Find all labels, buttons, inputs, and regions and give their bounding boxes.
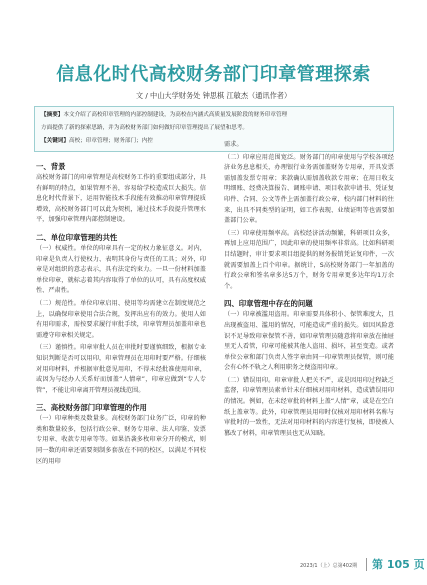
section-heading-role: 三、高校财务部门印章管理的作用 (36, 403, 147, 413)
paragraph: （一）印章被滥用盗用。印章需要具体积小、保管难度大，且出现被盗用、滥用的情况，可能造成严重的损失。如因风险意识不足导致印章保管不善，如印章管理员随意将印章放在抽屉里无人看管，印章可能被其他人盗用、损坏，甚至变造。或者单位公章和部门负责人签字章由同一印章管理员保管，则可能会有心怀不轨之人利用职务之便盗用印章。 (224, 311, 394, 372)
page-number: 第 105 页 (372, 558, 425, 571)
abstract-text-2: 方面提供了新的探索思路，并为高校财务部门如何做好印章管理提出了展望和思考。 (41, 125, 248, 131)
section-heading-background: 一、背景 (36, 162, 66, 171)
issue-info: 2023/1（上）总第402期 (300, 563, 358, 569)
paragraph: （一）权威性。单位的印章具有一定的权力象征意义。对内，印章是负责人行使权力、表明其身份与责任的工具；对外，印章是对组织的意志表示，具有法定约束力。一旦一份材料加盖单位印章，就标志着其内容取得了单位的认可，具有高度权威性、严肃性。 (36, 244, 206, 295)
abstract-tag: 【摘要】 (41, 112, 64, 118)
left-column (36, 160, 206, 469)
article-title: 信息化时代高校财务部门印章管理探索 (56, 64, 371, 85)
section-heading-commonality: 二、单位印章管理的共性 (36, 232, 118, 242)
section-heading-problems: 四、印章管理中存在的问题 (224, 299, 313, 309)
paragraph: （三）谨慎性。印章审批人员在审批时要谨慎细致，根据专业知识判断是否可以用印，印章管理员在用印时要严格。仔细核对用印材料，并根据审批意见用印，不得未经批准使用印章，或因为与经办人关系好而加盖“人情章”，印章应做到“专人专管”，不能让印章离开管理员视线范围。 (36, 344, 206, 394)
paragraph: （二）错误用印。印章审批人把关不严，或是因用印过程缺乏监督，印章管理员素单针未仔细核对用印材料，造成错误用印的情况。例如，在未经审批的材料上盖“人情”章，或是在空白纸上盖章等。此外，印章管理员用印时仅核对用印材料名称与审批时的一致性，无法对用印材料的内容进行复核，即使被人篡改了材料，印章管理员也无从知晓。 (224, 376, 394, 437)
paragraph: 高校财务部门的印章管理是高校财务工作的重要组成部分，具有鲜明的特点，如果管理不善，容易给学校造成巨大损失。信息化时代背景下，运用智能技术手段能有效推动印章管理提质增效，高校财务部门可以此为契机，通过技术手段提升管理水平，加强印章管理内部控制建设。 (36, 174, 206, 224)
keywords-tag: 【关键词】 (41, 138, 69, 144)
article-author: 文 / 中山大学财务处 钟思棋 江敏杰（通讯作者） (135, 91, 292, 100)
right-column (224, 140, 394, 441)
footer-divider (366, 558, 367, 571)
page-footer (300, 555, 425, 573)
abstract-text-1: 本文介绍了高校印章管理的内部控制建设，为高校在内涵式高质量发展阶段的财务印章管理 (63, 112, 288, 118)
paragraph: （二）印章应用范围宽泛。财务部门的印章使用与学校各项经济业务息息相关，办理银行业务需加盖财务专用章，开具发票需加盖发票专用章；来款确认需加盖收款专用章；在用日收支明细账、经费决算报告、调账申请、项目收款申请书、凭证复印件、合同、公文等件上需加盖行政公章，校内部门材料的往来，出具不同类型的证明，如工作表现、业绩证明等也需要加盖部门公章。 (224, 153, 394, 225)
abstract-line-1 (41, 111, 387, 119)
paragraph: （二）规范性。单位印章启用、使用等均需建立在制度规范之上，以确保印章使用合法合规，发挥出应有的效力。使用人如有用印需求，需按要求履行审批手续，印章管理员加盖印章也需遵守印章相关规定。 (36, 299, 206, 339)
abstract-line-2 (41, 124, 387, 132)
paragraph: 需求。 (224, 141, 243, 148)
keywords-text: 高校；印章管理；财务部门；内控 (68, 138, 153, 144)
paragraph: （一）印章种类及数量多。高校财务部门业务广泛，印章的种类和数量较多，包括行政公章、财务专用章、法人印鉴、发票专用章、收款专用章等等。如果沿袭多枚印章分开的模式，则同一数的印章还需要刻制多套放在不同的校区，以满足不同校区的用印 (36, 415, 206, 465)
paragraph: （三）印章使用频率高。高校经济活动频繁，科研项目众多，再加上应用范围广，因此印章的使用频率非常高。比如科研项目结题时，审计要求项目组提供的财务报销凭证复印件，一次就需要加盖上百个印章。据统计，S高校财务部门一年加盖的行政公章和签名章多达5万个，财务专用章更多达年均1万余个。 (224, 229, 394, 290)
